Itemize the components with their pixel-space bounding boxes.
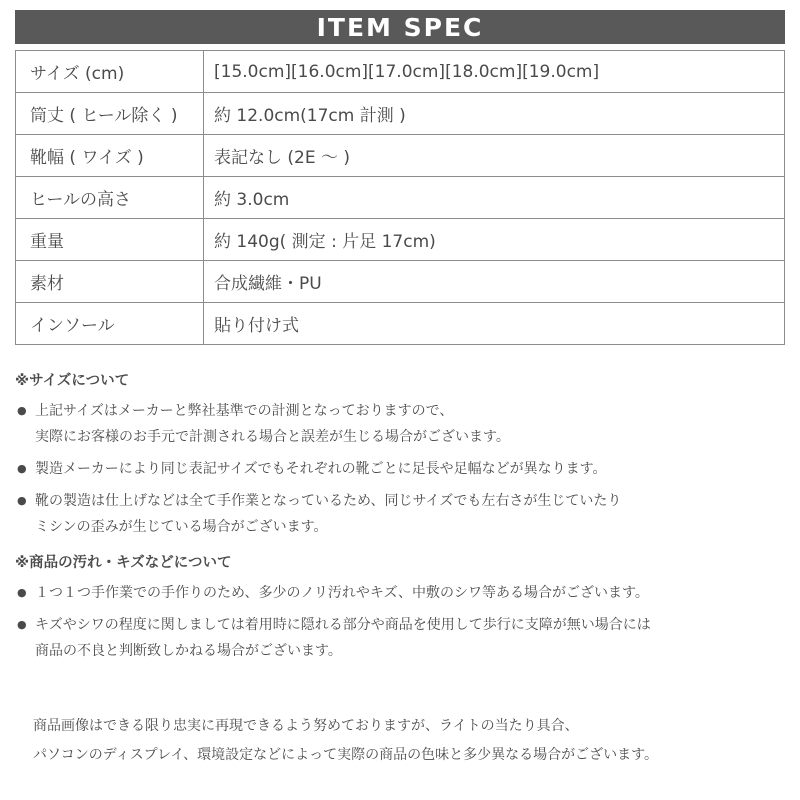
table-row <box>16 303 785 345</box>
spec-value: 表記なし (2E 〜 ) <box>204 135 785 177</box>
table-row <box>16 135 785 177</box>
table-row <box>16 51 785 93</box>
bullet-icon: ● <box>17 586 27 599</box>
spec-label: 靴幅 ( ワイズ ) <box>16 135 204 177</box>
spec-value: 約 12.0cm(17cm 計測 ) <box>204 93 785 135</box>
note-line: １つ１つ手作業での手作りのため、多少のノリ汚れやキズ、中敷のシワ等ある場合がございます。 <box>35 585 649 601</box>
note-line: ミシンの歪みが生じている場合がございます。 <box>35 519 328 535</box>
notes-section <box>15 370 790 670</box>
note-line: キズやシワの程度に関しましては着用時に隠れる部分や商品を使用して歩行に支障が無い場合には <box>35 617 651 633</box>
spec-table <box>15 50 785 345</box>
spec-title-bar <box>15 10 785 44</box>
note-line: 製造メーカーにより同じ表記サイズでもそれぞれの靴ごとに足長や足幅などが異なります。 <box>35 461 607 477</box>
spec-label: インソール <box>16 303 204 345</box>
list-item <box>15 580 790 606</box>
spec-value: 合成繊維・PU <box>204 261 785 303</box>
list-item <box>15 612 790 664</box>
spec-value: [15.0cm][16.0cm][17.0cm][18.0cm][19.0cm] <box>204 51 785 93</box>
bullet-icon: ● <box>17 462 27 475</box>
table-row <box>16 177 785 219</box>
spec-value: 貼り付け式 <box>204 303 785 345</box>
note-line: 実際にお客様のお手元で計測される場合と誤差が生じる場合がございます。 <box>35 429 510 445</box>
damage-notes-heading: ※商品の汚れ・キズなどについて <box>15 555 232 571</box>
spec-label: 筒丈 ( ヒール除く ) <box>16 93 204 135</box>
bullet-icon: ● <box>17 404 27 417</box>
footer-disclaimer <box>33 712 658 770</box>
spec-label: 重量 <box>16 219 204 261</box>
list-item <box>15 488 790 540</box>
list-item <box>15 398 790 450</box>
list-item <box>15 456 790 482</box>
spec-label: ヒールの高さ <box>16 177 204 219</box>
note-line: 商品の不良と判断致しかねる場合がございます。 <box>35 643 342 659</box>
table-row <box>16 261 785 303</box>
table-row <box>16 219 785 261</box>
spec-value: 約 3.0cm <box>204 177 785 219</box>
table-row <box>16 93 785 135</box>
spec-label: サイズ (cm) <box>16 51 204 93</box>
note-line: 上記サイズはメーカーと弊社基準での計測となっておりますので、 <box>35 403 454 419</box>
page-title: ITEM SPEC <box>316 12 484 42</box>
spec-value: 約 140g( 測定 : 片足 17cm) <box>204 219 785 261</box>
spec-label: 素材 <box>16 261 204 303</box>
note-line: 靴の製造は仕上げなどは全て手作業となっているため、同じサイズでも左右さが生じていたり <box>35 493 622 509</box>
footer-line: 商品画像はできる限り忠実に再現できるよう努めておりますが、ライトの当たり具合、 <box>33 718 579 734</box>
footer-line: パソコンのディスプレイ、環境設定などによって実際の商品の色味と多少異なる場合がございます。 <box>33 747 658 763</box>
size-notes-heading: ※サイズについて <box>15 373 130 389</box>
bullet-icon: ● <box>17 618 27 631</box>
bullet-icon: ● <box>17 494 27 507</box>
